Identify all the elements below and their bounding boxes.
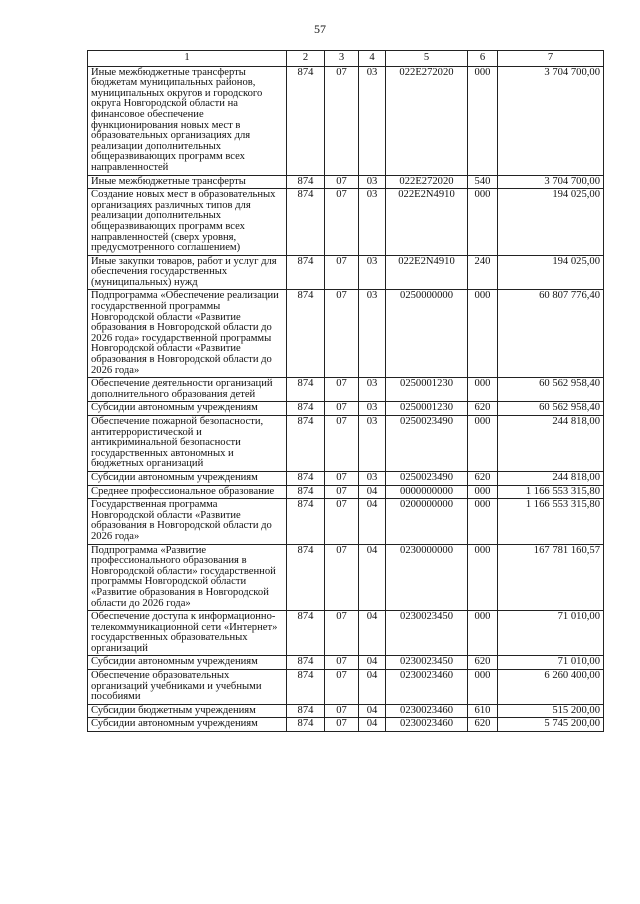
row-expense-type-cell: 610 bbox=[468, 704, 498, 718]
header-cell: 5 bbox=[386, 51, 468, 67]
table-row bbox=[88, 378, 604, 402]
row-target-article-cell: 0200000000 bbox=[386, 499, 468, 544]
row-expense-type-cell: 240 bbox=[468, 255, 498, 290]
row-subsection-cell: 04 bbox=[359, 544, 386, 611]
table-row bbox=[88, 175, 604, 189]
row-name-cell: Субсидии бюджетным учреждениям bbox=[88, 704, 287, 718]
row-target-article-cell: 0230023450 bbox=[386, 656, 468, 670]
row-expense-type-cell: 620 bbox=[468, 656, 498, 670]
row-name-cell: Иные закупки товаров, работ и услуг для обеспечения государственных (муниципальных) нужд bbox=[88, 255, 287, 290]
row-sum-cell: 60 807 776,40 bbox=[498, 290, 604, 378]
table-row bbox=[88, 402, 604, 416]
row-target-article-cell: 022E2N4910 bbox=[386, 255, 468, 290]
row-subsection-cell: 04 bbox=[359, 611, 386, 656]
row-target-article-cell: 022E272020 bbox=[386, 66, 468, 175]
row-sum-cell: 3 704 700,00 bbox=[498, 175, 604, 189]
row-subsection-cell: 03 bbox=[359, 175, 386, 189]
row-name-cell: Создание новых мест в образовательных организациях различных типов для реализации дополнительных общеразвивающих программ всех направленностей (сверх уровня, предусмотренного соглашением) bbox=[88, 189, 287, 256]
row-subsection-cell: 04 bbox=[359, 499, 386, 544]
row-name-cell: Субсидии автономным учреждениям bbox=[88, 471, 287, 485]
row-target-article-cell: 0250023490 bbox=[386, 416, 468, 472]
row-sum-cell: 194 025,00 bbox=[498, 189, 604, 256]
row-name-cell: Субсидии автономным учреждениям bbox=[88, 718, 287, 732]
row-name-cell: Обеспечение деятельности организаций дополнительного образования детей bbox=[88, 378, 287, 402]
row-sum-cell: 3 704 700,00 bbox=[498, 66, 604, 175]
row-subsection-cell: 04 bbox=[359, 485, 386, 499]
row-section-cell: 07 bbox=[325, 670, 359, 705]
row-name-cell: Государственная программа Новгородской области «Развитие образования в Новгородской области до 2026 года» bbox=[88, 499, 287, 544]
row-sum-cell: 71 010,00 bbox=[498, 656, 604, 670]
row-expense-type-cell: 000 bbox=[468, 378, 498, 402]
table-row bbox=[88, 189, 604, 256]
row-sum-cell: 71 010,00 bbox=[498, 611, 604, 656]
table-row bbox=[88, 485, 604, 499]
row-section-cell: 07 bbox=[325, 544, 359, 611]
row-target-article-cell: 0230023460 bbox=[386, 704, 468, 718]
row-sum-cell: 1 166 553 315,80 bbox=[498, 499, 604, 544]
row-subsection-cell: 04 bbox=[359, 656, 386, 670]
table-row bbox=[88, 544, 604, 611]
row-section-cell: 07 bbox=[325, 378, 359, 402]
header-cell: 1 bbox=[88, 51, 287, 67]
row-section-cell: 07 bbox=[325, 718, 359, 732]
table-row bbox=[88, 656, 604, 670]
row-target-article-cell: 022E272020 bbox=[386, 175, 468, 189]
row-expense-type-cell: 000 bbox=[468, 544, 498, 611]
row-sum-cell: 5 745 200,00 bbox=[498, 718, 604, 732]
row-name-cell: Обеспечение образовательных организаций учебниками и учебными пособиями bbox=[88, 670, 287, 705]
row-grbs-cell: 874 bbox=[287, 66, 325, 175]
table-row bbox=[88, 704, 604, 718]
row-grbs-cell: 874 bbox=[287, 704, 325, 718]
row-expense-type-cell: 000 bbox=[468, 670, 498, 705]
row-grbs-cell: 874 bbox=[287, 175, 325, 189]
row-subsection-cell: 03 bbox=[359, 189, 386, 256]
budget-table bbox=[87, 50, 604, 732]
row-name-cell: Обеспечение пожарной безопасности, антитеррористической и антикриминальной безопасности государственных автономных и бюджетных организаций bbox=[88, 416, 287, 472]
row-section-cell: 07 bbox=[325, 175, 359, 189]
header-cell: 2 bbox=[287, 51, 325, 67]
row-grbs-cell: 874 bbox=[287, 402, 325, 416]
row-expense-type-cell: 540 bbox=[468, 175, 498, 189]
row-expense-type-cell: 620 bbox=[468, 402, 498, 416]
row-expense-type-cell: 000 bbox=[468, 189, 498, 256]
row-grbs-cell: 874 bbox=[287, 290, 325, 378]
row-section-cell: 07 bbox=[325, 471, 359, 485]
row-subsection-cell: 03 bbox=[359, 416, 386, 472]
table-row bbox=[88, 290, 604, 378]
table-row bbox=[88, 670, 604, 705]
row-expense-type-cell: 000 bbox=[468, 66, 498, 175]
row-expense-type-cell: 000 bbox=[468, 416, 498, 472]
row-subsection-cell: 03 bbox=[359, 402, 386, 416]
row-target-article-cell: 0250023490 bbox=[386, 471, 468, 485]
row-grbs-cell: 874 bbox=[287, 718, 325, 732]
row-expense-type-cell: 620 bbox=[468, 471, 498, 485]
row-subsection-cell: 03 bbox=[359, 378, 386, 402]
row-subsection-cell: 04 bbox=[359, 704, 386, 718]
row-expense-type-cell: 000 bbox=[468, 611, 498, 656]
row-sum-cell: 167 781 160,57 bbox=[498, 544, 604, 611]
page-number: 57 bbox=[314, 22, 326, 36]
row-subsection-cell: 03 bbox=[359, 255, 386, 290]
header-cell: 7 bbox=[498, 51, 604, 67]
row-sum-cell: 60 562 958,40 bbox=[498, 402, 604, 416]
row-target-article-cell: 0230023460 bbox=[386, 718, 468, 732]
row-section-cell: 07 bbox=[325, 416, 359, 472]
row-section-cell: 07 bbox=[325, 290, 359, 378]
row-target-article-cell: 022E2N4910 bbox=[386, 189, 468, 256]
row-grbs-cell: 874 bbox=[287, 670, 325, 705]
row-section-cell: 07 bbox=[325, 402, 359, 416]
row-expense-type-cell: 000 bbox=[468, 485, 498, 499]
row-section-cell: 07 bbox=[325, 255, 359, 290]
row-target-article-cell: 0230000000 bbox=[386, 544, 468, 611]
row-grbs-cell: 874 bbox=[287, 611, 325, 656]
row-name-cell: Субсидии автономным учреждениям bbox=[88, 402, 287, 416]
row-section-cell: 07 bbox=[325, 656, 359, 670]
row-section-cell: 07 bbox=[325, 704, 359, 718]
row-sum-cell: 515 200,00 bbox=[498, 704, 604, 718]
row-sum-cell: 244 818,00 bbox=[498, 416, 604, 472]
table-row bbox=[88, 499, 604, 544]
row-grbs-cell: 874 bbox=[287, 378, 325, 402]
row-grbs-cell: 874 bbox=[287, 499, 325, 544]
row-sum-cell: 6 260 400,00 bbox=[498, 670, 604, 705]
table-row bbox=[88, 66, 604, 175]
header-row bbox=[88, 51, 604, 67]
row-grbs-cell: 874 bbox=[287, 544, 325, 611]
row-name-cell: Иные межбюджетные трансферты бюджетам муниципальных районов, муниципальных округов и городского округа Новгородской области на финансовое обеспечение функционирования новых мест в образовательных организациях для реализации дополнительных общеразвивающих программ всех направленностей bbox=[88, 66, 287, 175]
row-target-article-cell: 0000000000 bbox=[386, 485, 468, 499]
row-subsection-cell: 04 bbox=[359, 718, 386, 732]
row-section-cell: 07 bbox=[325, 499, 359, 544]
row-name-cell: Подпрограмма «Обеспечение реализации государственной программы Новгородской области «Развитие образования в Новгородской области до 2026 года» государственной программы Новгородской области «Развитие образования в Новгородской области до 2026 года» bbox=[88, 290, 287, 378]
row-name-cell: Среднее профессиональное образование bbox=[88, 485, 287, 499]
row-section-cell: 07 bbox=[325, 189, 359, 256]
row-sum-cell: 244 818,00 bbox=[498, 471, 604, 485]
row-grbs-cell: 874 bbox=[287, 656, 325, 670]
row-section-cell: 07 bbox=[325, 66, 359, 175]
table-row bbox=[88, 416, 604, 472]
header-cell: 3 bbox=[325, 51, 359, 67]
header-cell: 6 bbox=[468, 51, 498, 67]
row-subsection-cell: 04 bbox=[359, 670, 386, 705]
row-target-article-cell: 0250000000 bbox=[386, 290, 468, 378]
row-grbs-cell: 874 bbox=[287, 471, 325, 485]
row-expense-type-cell: 000 bbox=[468, 290, 498, 378]
table-row bbox=[88, 255, 604, 290]
row-sum-cell: 194 025,00 bbox=[498, 255, 604, 290]
row-target-article-cell: 0250001230 bbox=[386, 402, 468, 416]
row-subsection-cell: 03 bbox=[359, 471, 386, 485]
row-name-cell: Подпрограмма «Развитие профессионального образования в Новгородской области» государственной программы Новгородской области «Развитие образования в Новгородской области до 2026 года» bbox=[88, 544, 287, 611]
row-target-article-cell: 0230023460 bbox=[386, 670, 468, 705]
row-section-cell: 07 bbox=[325, 485, 359, 499]
row-name-cell: Обеспечение доступа к информационно-телекоммуникационной сети «Интернет» государственных образовательных организаций bbox=[88, 611, 287, 656]
table-row bbox=[88, 611, 604, 656]
row-grbs-cell: 874 bbox=[287, 485, 325, 499]
row-grbs-cell: 874 bbox=[287, 416, 325, 472]
row-name-cell: Субсидии автономным учреждениям bbox=[88, 656, 287, 670]
row-grbs-cell: 874 bbox=[287, 189, 325, 256]
row-expense-type-cell: 620 bbox=[468, 718, 498, 732]
row-name-cell: Иные межбюджетные трансферты bbox=[88, 175, 287, 189]
row-sum-cell: 60 562 958,40 bbox=[498, 378, 604, 402]
row-subsection-cell: 03 bbox=[359, 290, 386, 378]
row-section-cell: 07 bbox=[325, 611, 359, 656]
row-target-article-cell: 0230023450 bbox=[386, 611, 468, 656]
row-sum-cell: 1 166 553 315,80 bbox=[498, 485, 604, 499]
table-row bbox=[88, 471, 604, 485]
row-subsection-cell: 03 bbox=[359, 66, 386, 175]
row-expense-type-cell: 000 bbox=[468, 499, 498, 544]
table-row bbox=[88, 718, 604, 732]
header-cell: 4 bbox=[359, 51, 386, 67]
row-target-article-cell: 0250001230 bbox=[386, 378, 468, 402]
row-grbs-cell: 874 bbox=[287, 255, 325, 290]
